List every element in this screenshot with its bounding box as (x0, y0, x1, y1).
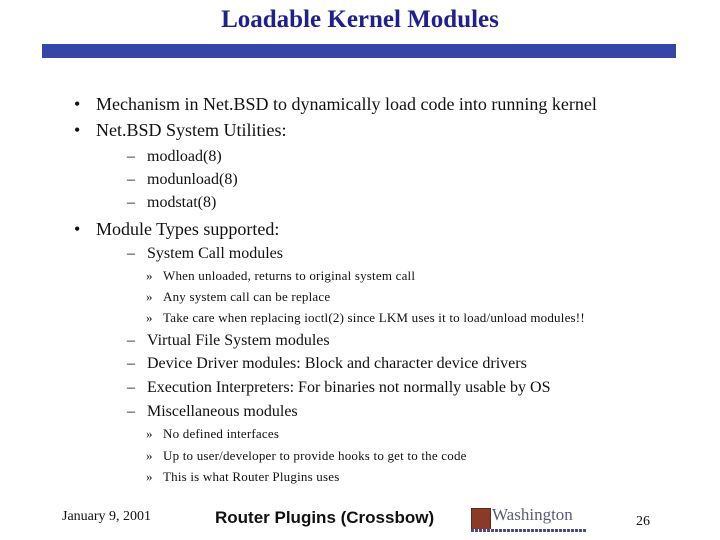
dash-icon: – (127, 379, 135, 396)
bullet-icon: • (74, 120, 81, 140)
crest-icon (471, 508, 491, 530)
page-number: 26 (636, 514, 650, 529)
chevron-icon: » (146, 310, 153, 325)
sub-sub-item-text: When unloaded, returns to original system call (163, 268, 416, 283)
slide-title: Loadable Kernel Modules (221, 6, 499, 33)
sub-sub-item (146, 268, 415, 284)
sub-sub-item-text: Any system call can be replace (163, 289, 331, 304)
dash-icon: – (127, 245, 135, 262)
sub-item (127, 403, 298, 421)
sub-sub-item-text: Take care when replacing ioctl(2) since LKM uses it to load/unload modules!! (163, 310, 585, 325)
sub-sub-item (146, 448, 467, 464)
bullet-item (74, 94, 597, 115)
sub-item-text: modstat(8) (147, 194, 217, 211)
bullet-text: Net.BSD System Utilities: (96, 120, 287, 140)
title-rule (42, 44, 676, 58)
sub-item (127, 171, 238, 189)
sub-item-text: Virtual File System modules (147, 332, 330, 349)
sub-item-text: Miscellaneous modules (147, 403, 298, 420)
sub-item (127, 355, 527, 373)
sub-item-text: modload(8) (147, 148, 222, 165)
chevron-icon: » (146, 469, 153, 484)
bullet-item (74, 120, 287, 141)
sub-sub-item-text: This is what Router Plugins uses (163, 469, 340, 484)
dash-icon: – (127, 403, 135, 420)
dash-icon: – (127, 194, 135, 211)
bullet-icon: • (74, 94, 81, 114)
sub-item-text: Execution Interpreters: For binaries not normally usable by OS (147, 379, 551, 396)
bullet-item (74, 219, 279, 240)
dash-icon: – (127, 332, 135, 349)
sub-sub-item (146, 289, 330, 305)
sub-sub-item (146, 310, 585, 326)
footer-date: January 9, 2001 (62, 509, 152, 524)
footer-title: Router Plugins (Crossbow) (215, 508, 435, 527)
sub-sub-item (146, 426, 279, 442)
dash-icon: – (127, 148, 135, 165)
sub-item-text: System Call modules (147, 245, 283, 262)
bullet-text: Mechanism in Net.BSD to dynamically load code into running kernel (96, 94, 597, 114)
sub-item-text: Device Driver modules: Block and character device drivers (147, 355, 527, 372)
sub-sub-item (146, 469, 340, 485)
logo-text: Washington (492, 505, 573, 524)
sub-item (127, 194, 216, 212)
sub-sub-item-text: Up to user/developer to provide hooks to get to the code (163, 448, 467, 463)
sub-item-text: modunload(8) (147, 171, 238, 188)
chevron-icon: » (146, 268, 153, 283)
sub-item (127, 332, 330, 350)
chevron-icon: » (146, 426, 153, 441)
dash-icon: – (127, 171, 135, 188)
dash-icon: – (127, 355, 135, 372)
sub-sub-item-text: No defined interfaces (163, 426, 280, 441)
logo-underline (471, 529, 586, 532)
bullet-text: Module Types supported: (96, 219, 280, 239)
bullet-icon: • (74, 219, 81, 239)
sub-item (127, 245, 283, 263)
sub-item (127, 379, 550, 397)
sub-item (127, 148, 222, 166)
washington-logo (471, 506, 591, 534)
chevron-icon: » (146, 448, 153, 463)
chevron-icon: » (146, 289, 153, 304)
